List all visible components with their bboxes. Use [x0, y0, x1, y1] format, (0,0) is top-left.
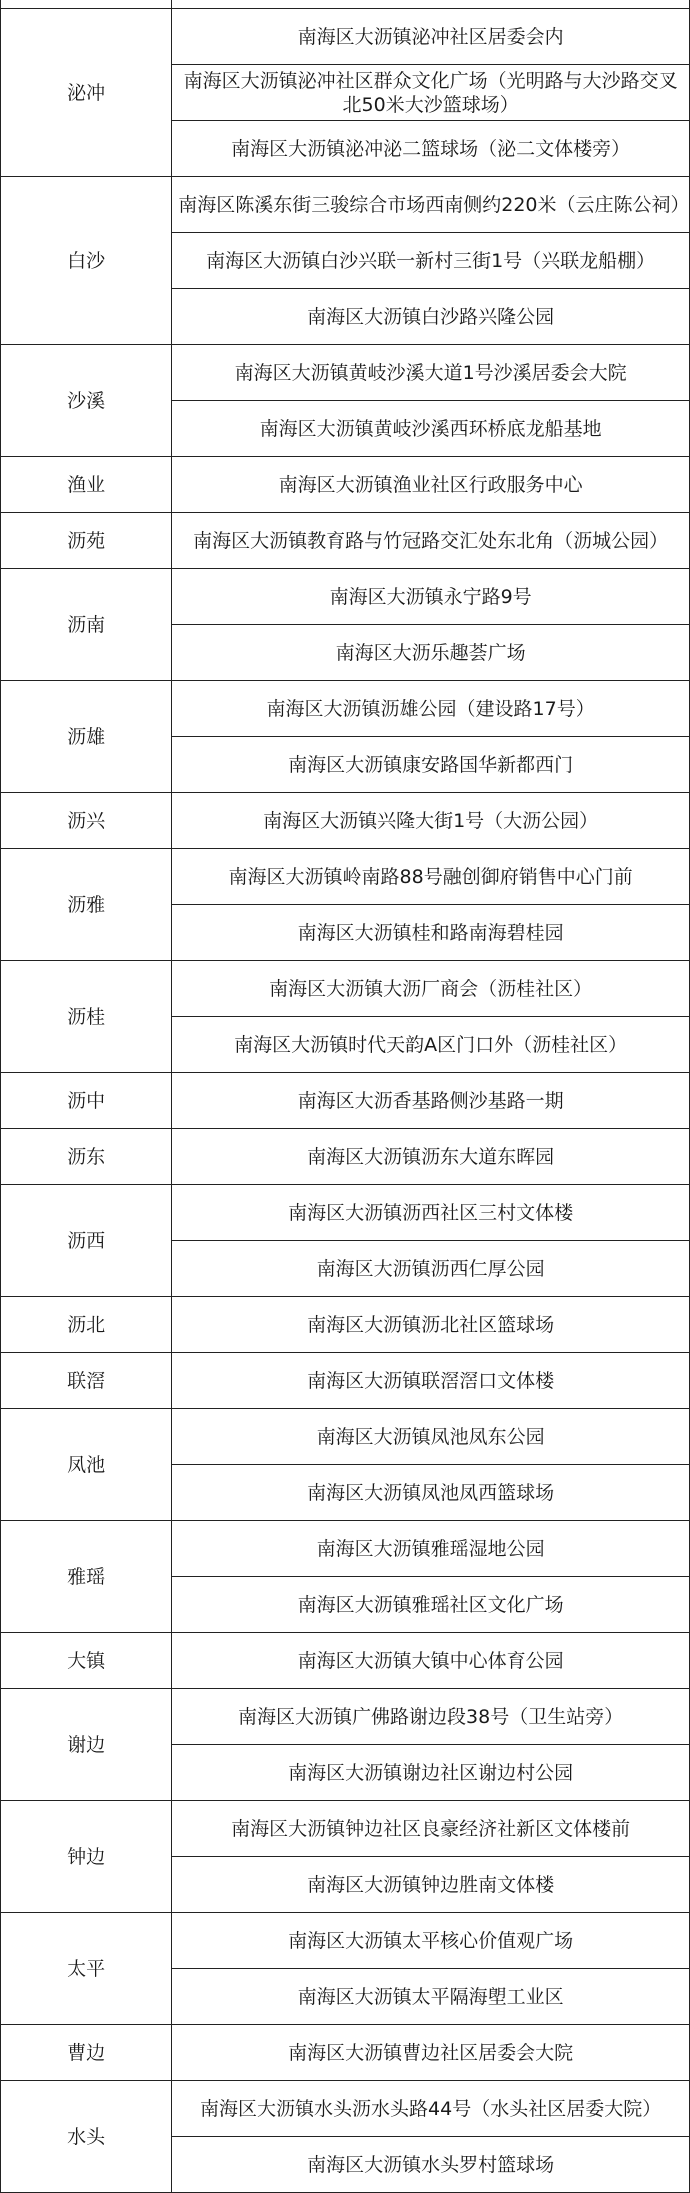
- table-row: [1, 1409, 690, 1465]
- location-cell: 南海区大沥镇泌冲社区群众文化广场（光明路与大沙路交叉北50米大沙篮球场）: [172, 65, 690, 121]
- community-name-cell: 沥雄: [1, 681, 172, 793]
- location-cell: 南海区大沥镇黄岐沙溪大道1号沙溪居委会大院: [172, 345, 690, 401]
- location-cell: 南海区大沥镇广佛路谢边段38号（卫生站旁）: [172, 1689, 690, 1745]
- location-cell: 南海区大沥镇太平隔海塱工业区: [172, 1969, 690, 2025]
- community-name-cell: 沥南: [1, 569, 172, 681]
- community-name-cell: 联滘: [1, 1353, 172, 1409]
- location-cell: 南海区大沥香基路侧沙基路一期: [172, 1073, 690, 1129]
- location-cell: 南海区大沥镇雅瑶湿地公园: [172, 1521, 690, 1577]
- community-name-cell: 沥兴: [1, 793, 172, 849]
- table-row: [1, 681, 690, 737]
- location-cell: 南海区大沥镇泌冲社区居委会内: [172, 9, 690, 65]
- location-cell: 南海区大沥镇凤池凤西篮球场: [172, 1465, 690, 1521]
- table-row: [1, 569, 690, 625]
- community-name-cell: 雅瑶: [1, 1521, 172, 1633]
- table-row: [1, 793, 690, 849]
- community-name-cell: 沥苑: [1, 513, 172, 569]
- location-cell: 南海区大沥镇联滘滘口文体楼: [172, 1353, 690, 1409]
- table-row: [1, 849, 690, 905]
- location-cell: 南海区大沥乐趣荟广场: [172, 625, 690, 681]
- location-cell: 南海区大沥镇兴隆大街1号（大沥公园）: [172, 793, 690, 849]
- community-name-cell: 钟边: [1, 1801, 172, 1913]
- location-cell: 南海区大沥镇沥雄公园（建设路17号）: [172, 681, 690, 737]
- community-name-cell: 凤池: [1, 1409, 172, 1521]
- table-row: [1, 1689, 690, 1745]
- location-cell: 南海区大沥镇曹边社区居委会大院: [172, 2025, 690, 2081]
- location-cell: 南海区大沥镇教育路与竹冠路交汇处东北角（沥城公园）: [172, 513, 690, 569]
- location-cell: 南海区大沥镇水头罗村篮球场: [172, 2137, 690, 2193]
- table-row: [1, 177, 690, 233]
- location-cell: 南海区大沥镇泌冲泌二篮球场（泌二文体楼旁）: [172, 121, 690, 177]
- community-name-cell: 谢边: [1, 1689, 172, 1801]
- community-name-cell: 沥西: [1, 1185, 172, 1297]
- location-cell: 南海区大沥镇大镇中心体育公园: [172, 1633, 690, 1689]
- location-cell: 南海区大沥镇太平核心价值观广场: [172, 1913, 690, 1969]
- location-cell: 南海区大沥镇大沥厂商会（沥桂社区）: [172, 961, 690, 1017]
- table-row: [1, 457, 690, 513]
- location-cell: 南海区大沥镇黄岐沙溪西环桥底龙船基地: [172, 401, 690, 457]
- location-cell: 南海区大沥镇沥北社区篮球场: [172, 1297, 690, 1353]
- table-row: [1, 9, 690, 65]
- community-name-cell: 沙溪: [1, 345, 172, 457]
- community-name-cell: 沥中: [1, 1073, 172, 1129]
- table-top-strip: [1, 0, 690, 9]
- table-row: [1, 1073, 690, 1129]
- table-row: [1, 1297, 690, 1353]
- location-cell: 南海区陈溪东街三骏综合市场西南侧约220米（云庄陈公祠）: [172, 177, 690, 233]
- community-name-cell: 泌冲: [1, 9, 172, 177]
- location-cell: 南海区大沥镇水头沥水头路44号（水头社区居委大院）: [172, 2081, 690, 2137]
- community-name-cell: 沥东: [1, 1129, 172, 1185]
- location-cell: 南海区大沥镇康安路国华新都西门: [172, 737, 690, 793]
- top-strip-name-cell: [1, 0, 172, 9]
- location-cell: 南海区大沥镇岭南路88号融创御府销售中心门前: [172, 849, 690, 905]
- location-cell: 南海区大沥镇白沙兴联一新村三街1号（兴联龙船棚）: [172, 233, 690, 289]
- location-cell: 南海区大沥镇白沙路兴隆公园: [172, 289, 690, 345]
- table-row: [1, 1185, 690, 1241]
- location-cell: 南海区大沥镇沥西社区三村文体楼: [172, 1185, 690, 1241]
- location-cell: 南海区大沥镇钟边胜南文体楼: [172, 1857, 690, 1913]
- community-name-cell: 白沙: [1, 177, 172, 345]
- community-name-cell: 太平: [1, 1913, 172, 2025]
- location-cell: 南海区大沥镇谢边社区谢边村公园: [172, 1745, 690, 1801]
- table-row: [1, 345, 690, 401]
- table-row: [1, 1633, 690, 1689]
- location-cell: 南海区大沥镇沥西仁厚公园: [172, 1241, 690, 1297]
- table-row: [1, 2081, 690, 2137]
- community-name-cell: 大镇: [1, 1633, 172, 1689]
- community-name-cell: 曹边: [1, 2025, 172, 2081]
- community-name-cell: 沥北: [1, 1297, 172, 1353]
- location-cell: 南海区大沥镇凤池凤东公园: [172, 1409, 690, 1465]
- community-name-cell: 沥雅: [1, 849, 172, 961]
- table-row: [1, 1353, 690, 1409]
- table-row: [1, 2025, 690, 2081]
- table-body: [1, 0, 690, 2193]
- table-row: [1, 1129, 690, 1185]
- top-strip-location-cell: [172, 0, 690, 9]
- table-row: [1, 961, 690, 1017]
- location-cell: 南海区大沥镇雅瑶社区文化广场: [172, 1577, 690, 1633]
- table-row: [1, 1521, 690, 1577]
- location-cell: 南海区大沥镇钟边社区良豪经济社新区文体楼前: [172, 1801, 690, 1857]
- table-row: [1, 513, 690, 569]
- community-name-cell: 渔业: [1, 457, 172, 513]
- location-cell: 南海区大沥镇永宁路9号: [172, 569, 690, 625]
- community-name-cell: 沥桂: [1, 961, 172, 1073]
- community-name-cell: 水头: [1, 2081, 172, 2193]
- table-row: [1, 1801, 690, 1857]
- location-cell: 南海区大沥镇桂和路南海碧桂园: [172, 905, 690, 961]
- location-cell: 南海区大沥镇渔业社区行政服务中心: [172, 457, 690, 513]
- table-row: [1, 1913, 690, 1969]
- location-cell: 南海区大沥镇时代天韵A区门口外（沥桂社区）: [172, 1017, 690, 1073]
- location-cell: 南海区大沥镇沥东大道东晖园: [172, 1129, 690, 1185]
